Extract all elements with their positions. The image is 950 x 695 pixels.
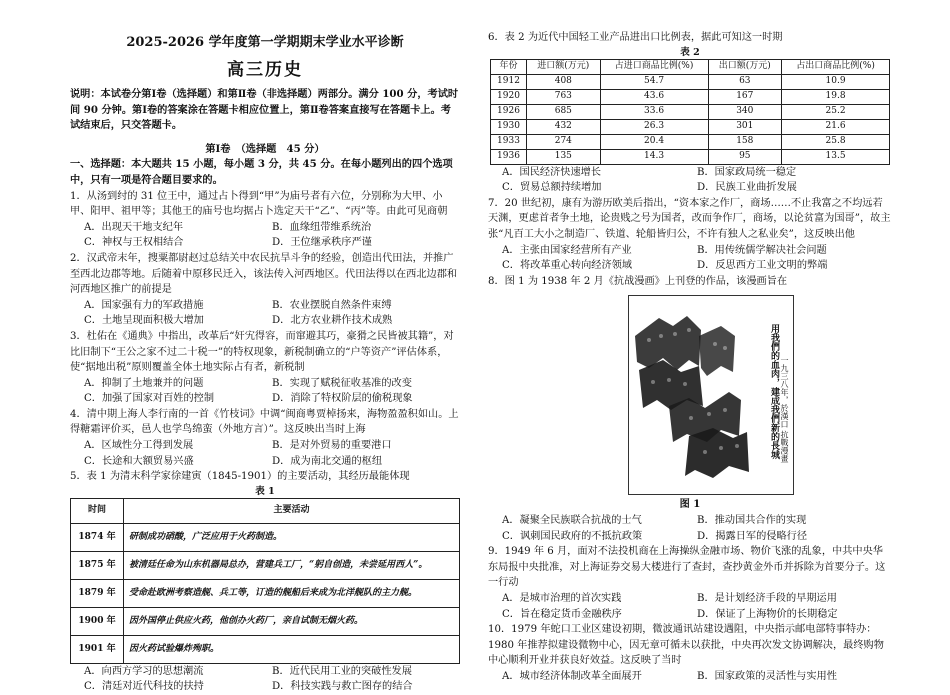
section-title: 第Ⅰ卷 （选择题 45 分） [205,142,325,155]
question-3 [70,329,460,407]
option-d[interactable]: D．揭露日军的侵略行径 [697,530,808,542]
option-c[interactable]: C．清廷对近代科技的扶持 [84,681,204,693]
option-a[interactable]: A．城市经济体制改革全面展开 [502,670,642,682]
table-cell-year: 1900 年 [71,607,124,635]
option-a[interactable]: A．国家强有力的军政措施 [84,299,204,311]
options [488,243,892,274]
question-stem: 6．表 2 为近代中国轻工业产品进出口比例表，据此可知这一时期 [488,32,783,43]
table-cell: 21.6 [782,119,890,134]
question-stem: 1．从汤到纣的 31 位王中，通过占卜得到“甲”为庙号者有六位，分别称为大甲、小甲、阳甲、祖甲等；其他王的庙号也均据占卜选定天干“乙”、“丙”等。由此可见商朝 [70,190,448,218]
table-cell: 340 [708,104,782,119]
options [488,591,892,622]
option-c[interactable]: C．长途和大额贸易兴盛 [84,455,194,467]
table-cell: 1920 [491,89,527,104]
table-cell: 1912 [491,74,527,89]
options [488,513,892,544]
option-b[interactable]: B．用传统儒学解决社会问题 [697,244,827,256]
option-b[interactable]: B．血缘纽带维系统治 [272,221,372,233]
table-header-cell: 进口额(万元) [527,59,601,74]
table-cell: 408 [527,74,601,89]
table-cell-year: 1901 年 [71,635,124,663]
table-cell: 25.2 [782,104,890,119]
table-cell: 1930 [491,119,527,134]
left-column [70,0,460,695]
question-stem: 7．20 世纪初，康有为游历欧美后指出，“资本家之作厂，商场……不止我富之不均远若天渊，更虑首者争土地，论贵贱之号为国者，改而争作厂，商场，以论贫富为国哥”，故主张“凡百工大小之制造厂、铁道、轮船皆归公，不许有独人之私业矣”，这反映出他 [488,197,891,240]
table-cell: 13.5 [782,149,890,164]
cartoon-slogan: 用我們的血肉，建成我們新的長城 [769,324,779,460]
option-b[interactable]: B．近代民用工业的突破性发展 [272,665,412,677]
option-a[interactable]: A．区域性分工得到发展 [84,440,194,452]
question-stem: 5．表 1 为清末科学家徐建寅（1845-1901）的主要活动，其经历最能体现 [70,471,410,483]
option-d[interactable]: D．北方农业耕作技术成熟 [272,315,393,327]
table-cell: 43.6 [600,89,708,104]
table-row [71,607,460,635]
option-d[interactable]: D．反思西方工业文明的弊端 [697,260,828,272]
table-row [491,149,890,164]
table-header-cell: 占出口商品比例(%) [782,59,890,74]
table-header-cell: 时间 [71,498,124,523]
table-cell: 20.4 [600,134,708,149]
cartoon-signature: 一九三八年，於漢口 抗戰漫畫 [780,356,789,463]
table-header-cell: 年份 [491,59,527,74]
option-d[interactable]: D．民族工业曲折发展 [697,182,797,194]
table-cell-activity: 因火药试验爆炸殉职。 [124,635,460,663]
table-row [491,89,890,104]
exam-notice: 说明：本试卷分第Ⅰ卷（选择题）和第Ⅱ卷（非选择题）两部分。满分 100 分，考试时间 90 分钟。第Ⅰ卷的答案涂在答题卡相应位置上，第Ⅱ卷答案直接写在答题卡上。考试结束后，只交答题卡。 [70,88,459,132]
question-2 [70,251,460,329]
option-b[interactable]: B．国家政策的灵活性与实用性 [697,670,837,682]
question-7 [488,196,892,274]
table-cell: 14.3 [600,149,708,164]
right-column [488,30,892,684]
table-cell: 301 [708,119,782,134]
table-1 [70,498,460,664]
table-header-cell: 出口额(万元) [708,59,782,74]
table-cell-activity: 被清廷任命为山东机器局总办，营建兵工厂，“躬自创造，未尝延用西人”。 [124,551,460,579]
table-header-row [491,59,890,74]
table-cell: 1926 [491,104,527,119]
question-8 [488,274,892,544]
table-cell: 135 [527,149,601,164]
option-c[interactable]: C．土地呈现面积极大增加 [84,315,204,327]
table-row [491,104,890,119]
question-10 [488,622,892,684]
option-c[interactable]: C．神权与王权相结合 [84,237,184,249]
table-cell: 763 [527,89,601,104]
option-b[interactable]: B．推动国共合作的实现 [697,514,807,526]
section-intro: 一、选择题：本大题共 15 小题，每小题 3 分，共 45 分。在每小题列出的四个选项中，只有一项是符合题目要求的。 [70,158,453,186]
table-cell-activity: 研制成功硝酸，广泛应用于火药制造。 [124,523,460,551]
table-cell-year: 1879 年 [71,579,124,607]
options [70,438,460,469]
table-header-cell: 主要活动 [124,498,460,523]
option-a[interactable]: A．抑制了土地兼并的问题 [84,377,204,389]
options [488,165,892,196]
options [70,664,460,695]
table-row [71,635,460,663]
question-stem: 3．杜佑在《通典》中指出，改革后“奸宄得容，而窜避其巧，豪猾之民皆被其籍”，对比旧制下“王公之家不过二十税一”的特权现象，新税制确立的“户等资产”评估体系，使“据地出税”原则覆盖全体土地实际占有者，新税制 [70,330,454,374]
table-cell: 63 [708,74,782,89]
table-cell: 25.8 [782,134,890,149]
question-stem: 4．清中期上海人李行南的一首《竹枝词》中调“闽商粤贾棹扬来，海物盈盈积如山。上得糖霜评价买，邑人也学鸟绵蛮（外地方言）”。这反映出当时上海 [70,408,459,436]
options [70,298,460,329]
option-a[interactable]: A．凝聚全民族联合抗战的士气 [502,514,642,526]
table-header-cell: 占进口商品比例(%) [600,59,708,74]
option-a[interactable]: A．是城市治理的首次实践 [502,592,622,604]
option-d[interactable]: D．消除了特权阶层的偷税现象 [272,393,413,405]
question-stem: 8．图 1 为 1938 年 2 月《抗战漫画》上刊登的作品，该漫画旨在 [488,275,788,287]
table-cell: 26.3 [600,119,708,134]
table-cell: 274 [527,134,601,149]
table-cell: 1936 [491,149,527,164]
table-cell: 10.9 [782,74,890,89]
option-c[interactable]: C．旨在稳定货币金融秩序 [502,608,622,620]
table-row [491,74,890,89]
option-c[interactable]: C．将改革重心转向经济领域 [502,260,633,272]
table-header-row [71,498,460,523]
option-a[interactable]: A．出现天干地支纪年 [84,221,184,233]
table-row [491,134,890,149]
option-d[interactable]: D．科技实践与救亡图存的结合 [272,681,413,693]
option-c[interactable]: C．加强了国家对百姓的控制 [84,393,215,405]
option-d[interactable]: D．成为南北交通的枢纽 [272,455,383,467]
table-row [71,523,460,551]
table-row [71,579,460,607]
question-stem: 9．1949 年 6 月，面对不法投机商在上海操纵金融市场、物价飞涨的乱象，中共中央华东局报中央批准，对上海证券交易大楼进行了查封，查抄黄金外币并拆除为首要分子。这一行动 [488,546,886,589]
table-row [491,119,890,134]
option-a[interactable]: A．向西方学习的思想潮流 [84,665,204,677]
question-9 [488,544,892,622]
table-cell: 167 [708,89,782,104]
table-cell-activity: 受命赴欧洲考察造舰、兵工等，订造的舰船后来成为北洋舰队的主力舰。 [124,579,460,607]
figure-caption: 图 1 [679,498,701,511]
table-row [71,551,460,579]
options [70,220,460,251]
option-c[interactable]: C．贸易总额持续增加 [502,182,602,194]
question-5 [70,469,460,695]
table-2 [490,59,890,165]
table-cell-activity: 因外国停止供应火药，他创办火药厂，亲自试制无烟火药。 [124,607,460,635]
option-d[interactable]: D．王位继承秩序严谨 [272,237,372,249]
table-cell: 95 [708,149,782,164]
table2-caption: 表 2 [680,46,700,58]
option-a[interactable]: A．国民经济快速增长 [502,166,602,178]
option-b[interactable]: B．国家政局统一稳定 [697,166,797,178]
option-b[interactable]: B．是计划经济手段的早期运用 [697,592,837,604]
option-a[interactable]: A．主张由国家经营所有产业 [502,244,632,256]
cartoon-figure [628,295,794,495]
option-b[interactable]: B．实现了赋税征收基准的改变 [272,377,412,389]
table-cell: 158 [708,134,782,149]
table-cell: 1933 [491,134,527,149]
table-cell-year: 1874 年 [71,523,124,551]
table-cell-year: 1875 年 [71,551,124,579]
table-cell: 54.7 [600,74,708,89]
options [488,669,892,685]
options [70,376,460,407]
question-1 [70,189,460,251]
table-cell: 432 [527,119,601,134]
subject-title: 高三历史 [227,60,303,80]
question-stem: 10．1979 年蛇口工业区建设初期，微波通讯站建设遇阻，中央指示邮电部特事特办：1980 年推荐拟建设微物中心，因无章可循未以获批，中央再次发文协调解决，最终购物中心顺利开业并获良好效益。这反映了当时 [488,624,884,667]
question-4 [70,407,460,469]
question-6 [488,30,892,196]
table-cell: 685 [527,104,601,119]
option-b[interactable]: B．是对外贸易的重要港口 [272,440,392,452]
exam-title: 2025-2026 学年度第一学期期末学业水平诊断 [126,35,404,50]
option-c[interactable]: C．讽刺国民政府的不抵抗政策 [502,530,643,542]
table-cell: 19.8 [782,89,890,104]
table1-caption: 表 1 [255,485,275,497]
option-d[interactable]: D．保证了上海物价的长期稳定 [697,608,838,620]
table-cell: 33.6 [600,104,708,119]
question-stem: 2．汉武帝末年，搜粟都尉赵过总结关中农民抗旱斗争的经验，创造出代田法，并推广至西北边郡等地。后随着中原移民迁入，该法传入河西地区。代田法得以在西北边郡和河西地区推广的前提是 [70,252,458,296]
option-b[interactable]: B．农业摆脱自然条件束缚 [272,299,392,311]
